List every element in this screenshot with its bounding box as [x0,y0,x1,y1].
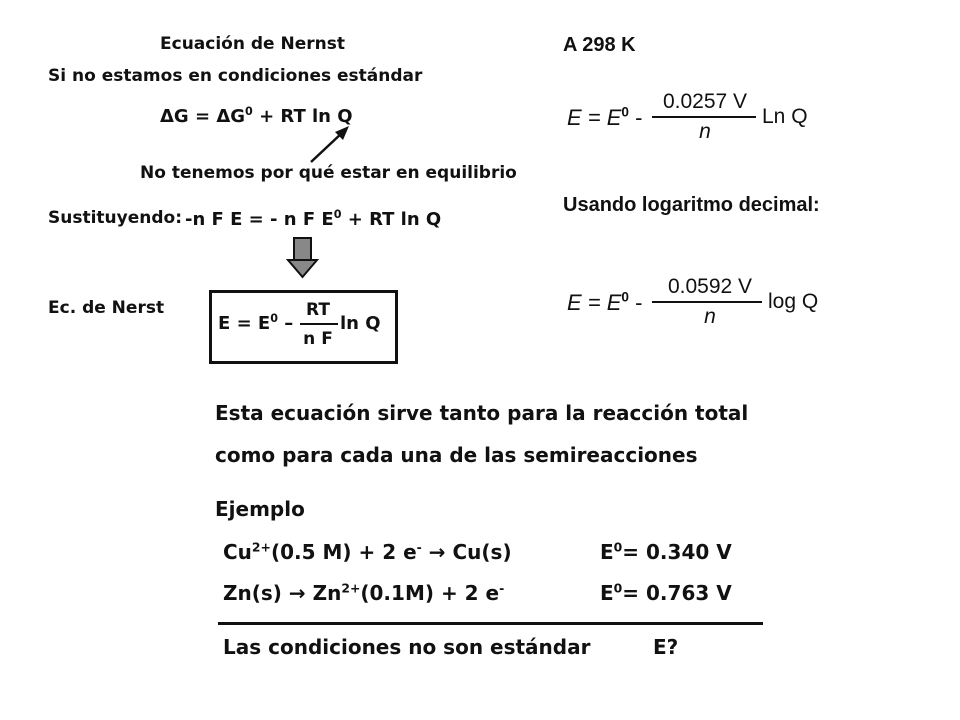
explanation-line-1: Esta ecuación sirve tanto para la reacción total [215,401,749,425]
non-standard-text: Si no estamos en condiciones estándar [48,66,423,86]
title: Ecuación de Nernst [160,34,345,54]
substituting-label: Sustituyendo: [48,208,183,228]
sum-divider [218,622,763,625]
boxed-tail: ln Q [340,313,381,334]
eq1-numerator: 0.0257 V [662,90,748,113]
eq1-tail: Ln Q [762,105,808,128]
conclusion-text: Las condiciones no son estándar [223,635,591,659]
potential-1: $E^0= 0.340$ V [600,539,732,564]
boxed-numerator: RT [306,300,330,320]
eq2-tail: log Q [768,290,819,313]
decimal-label: Usando logaritmo decimal: [563,194,820,216]
boxed-lhs: $E = E^0$ – [218,312,294,334]
eq1-lhs: $E = E^0$ - [567,104,643,130]
eq2-numerator: 0.0592 V [667,275,753,298]
potential-2: $E^0= 0.763$ V [600,580,732,605]
eq2-lhs: $E = E^0$ - [567,289,643,315]
example-label: Ejemplo [215,497,305,521]
equilibrium-note: No tenemos por qué estar en equilibrio [140,163,517,183]
eq2-denominator: n [704,305,716,328]
nernst-label: Ec. de Nerst [48,298,165,318]
reaction-1: $Cu^{2+}(0.5$ M) + 2 e- → Cu(s) [223,539,512,564]
boxed-denominator: n F [303,329,333,349]
eq1-fraction-bar [652,116,756,118]
boxed-fraction-bar [300,323,338,325]
explanation-line-2: como para cada una de las semireacciones [215,443,698,467]
down-arrow-icon [286,236,320,280]
question-text: E? [653,635,679,659]
eq1-denominator: n [699,120,711,143]
eq2-fraction-bar [652,301,762,303]
gibbs-equation: $\Delta G = \Delta G^0$ + RT ln Q [160,105,353,127]
temperature-label: A 298 K [563,34,636,56]
reaction-2: $Zn(s) \to Zn^{2+}(0.1M) + 2$ e- [223,580,505,605]
substitution-equation: -n F E = - n F $E^0$ + RT ln Q [185,208,442,230]
